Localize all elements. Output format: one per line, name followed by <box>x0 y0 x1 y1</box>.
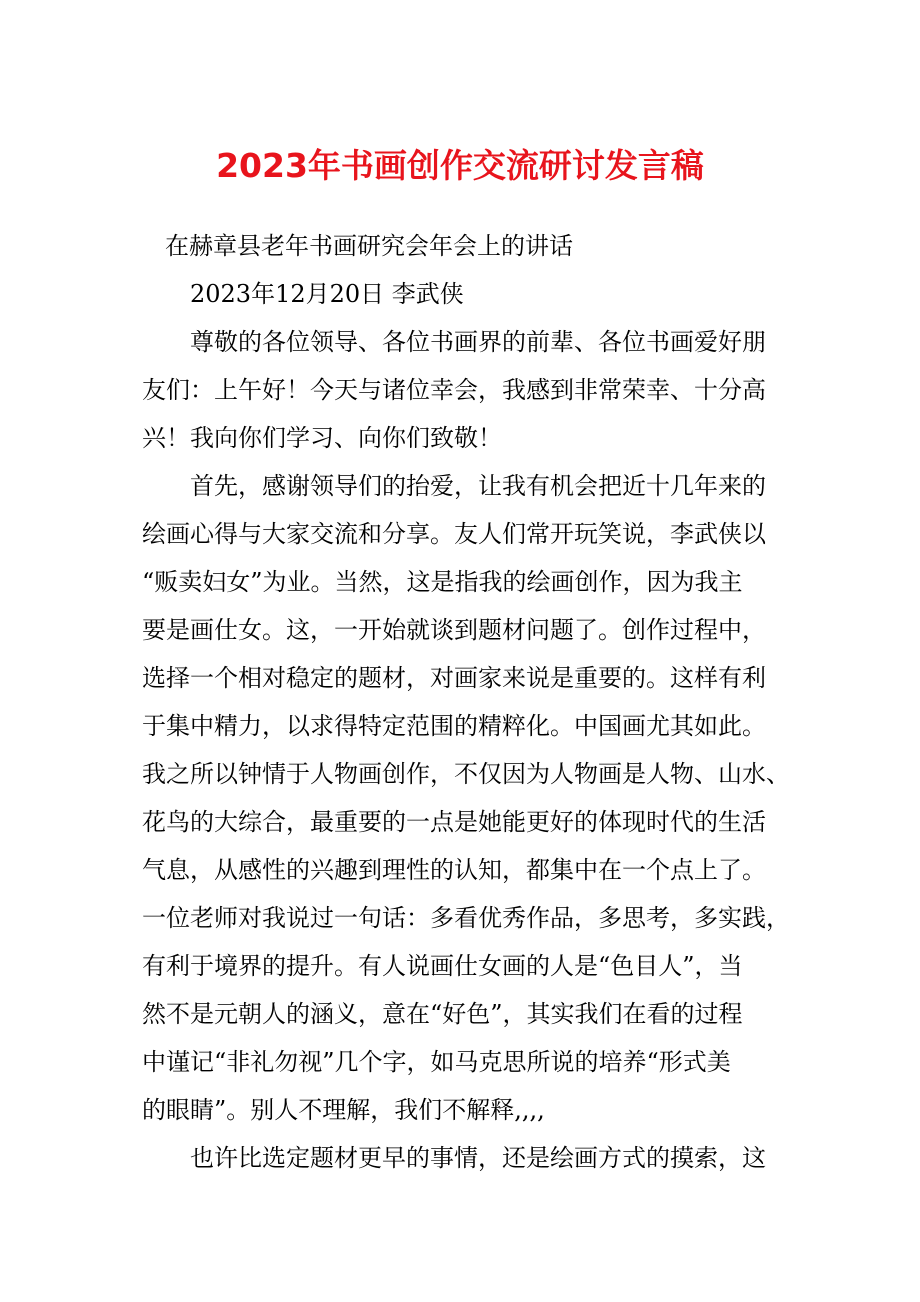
speech-subtitle: 在赫章县老年书画研究会年会上的讲话 <box>165 232 573 260</box>
date-author-line: 2023年12月20日 李武侠 <box>190 280 464 308</box>
paragraph-line: 于集中精力，以求得特定范围的精粹化。中国画尤其如此。 <box>142 712 766 740</box>
paragraph-line: 中谨记“非礼勿视”几个字，如马克思所说的培养“形式美 <box>142 1048 731 1076</box>
paragraph-line: 兴！我向你们学习、向你们致敬！ <box>142 424 502 452</box>
paragraph-line: 的眼睛”。别人不理解，我们不解释,,,, <box>142 1096 545 1124</box>
paragraph-line: 有利于境界的提升。有人说画仕女画的人是“色目人”，当 <box>142 952 743 980</box>
paragraph-line: 绘画心得与大家交流和分享。友人们常开玩笑说，李武侠以 <box>142 520 766 548</box>
paragraph-line: 要是画仕女。这，一开始就谈到题材问题了。创作过程中， <box>142 616 766 644</box>
paragraph-line: 尊敬的各位领导、各位书画界的前辈、各位书画爱好朋 <box>190 328 766 356</box>
paragraph-line: 选择一个相对稳定的题材，对画家来说是重要的。这样有利 <box>142 664 766 692</box>
paragraph-line: 首先，感谢领导们的抬爱，让我有机会把近十几年来的 <box>190 472 766 500</box>
paragraph-line: 然不是元朝人的涵义，意在“好色”，其实我们在看的过程 <box>142 1000 743 1028</box>
paragraph-line: 友们：上午好！今天与诸位幸会，我感到非常荣幸、十分高 <box>142 376 766 404</box>
document-title: 2023年书画创作交流研讨发言稿 <box>216 146 704 185</box>
paragraph-line: 也许比选定题材更早的事情，还是绘画方式的摸索，这 <box>190 1144 766 1172</box>
paragraph-line: 我之所以钟情于人物画创作，不仅因为人物画是人物、山水、 <box>142 760 790 788</box>
paragraph-line: 一位老师对我说过一句话：多看优秀作品，多思考，多实践， <box>142 904 790 932</box>
paragraph-line: “贩卖妇女”为业。当然，这是指我的绘画创作，因为我主 <box>142 568 743 596</box>
paragraph-line: 气息，从感性的兴趣到理性的认知，都集中在一个点上了。 <box>142 856 766 884</box>
paragraph-line: 花鸟的大综合，最重要的一点是她能更好的体现时代的生活 <box>142 808 766 836</box>
